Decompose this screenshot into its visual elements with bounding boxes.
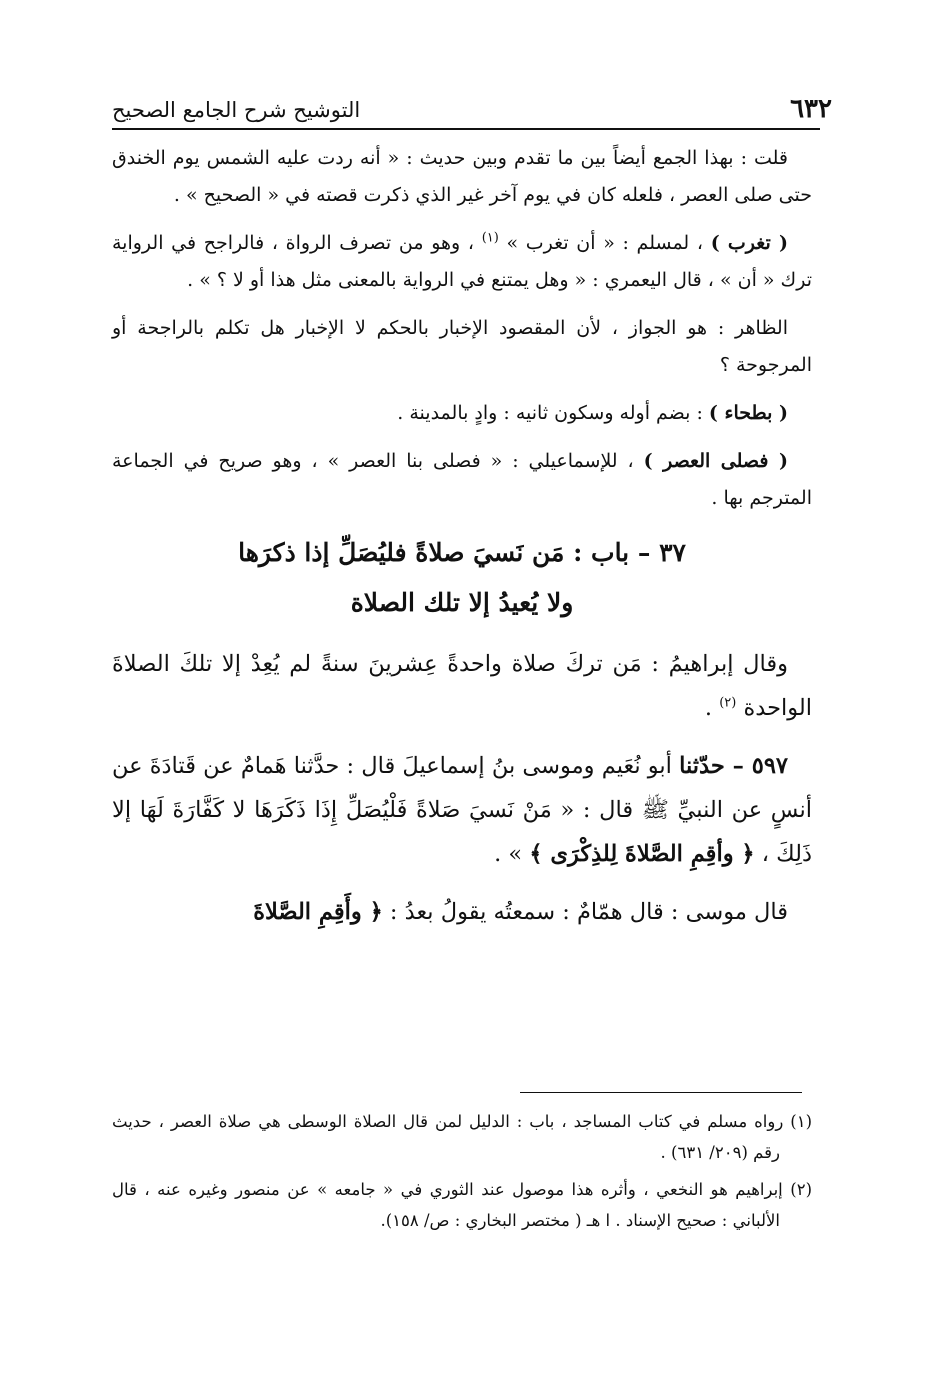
page-header	[112, 84, 832, 124]
paragraph-text: قلت : بهذا الجمع أيضاً بين ما تقدم وبين حديث : « أنه ردت عليه الشمس يوم الخندق حتى صلى العصر ، فلعله كان في يوم آخر غير الذي ذكرت قصته في « الصحيح » .	[112, 147, 812, 206]
chapter-heading-line-2: ولا يُعيدُ إلا تلك الصلاة	[350, 588, 574, 617]
footnote-1: (١) رواه مسلم في كتاب المساجد ، باب : الدليل لمن قال الصلاة الوسطى هي صلاة العصر ، حديث رقم (٢٠٩/ ٦٣١) .	[112, 1112, 812, 1162]
commentary-body	[112, 140, 812, 948]
quran-verse: ﴿ وأقِمِ الصَّلاةَ لِلذِكْرَى ﴾	[529, 841, 755, 867]
chapter-heading	[112, 528, 812, 628]
paragraph-taghrub	[112, 225, 812, 299]
lemma-taghrub: ( تغرب )	[710, 232, 788, 254]
lemma-fasalla: ( فصلى العصر )	[643, 450, 789, 472]
paragraph-ibrahim	[112, 642, 812, 730]
paragraph-text: ، لمسلم : « أن تغرب »	[506, 232, 704, 254]
paragraph-sun-return	[112, 140, 812, 214]
footnote-divider	[520, 1092, 802, 1093]
page-number: ٦٣٢	[790, 94, 832, 124]
paragraph-text: ، للإسماعيلي : « فصلى بنا العصر » ، وهو صريح في الجماعة المترجم بها .	[112, 450, 812, 509]
hadith-597	[112, 744, 812, 876]
running-title: التوشيح شرح الجامع الصحيح	[112, 98, 361, 122]
footnote-ref-2[interactable]: (٢)	[719, 695, 737, 711]
header-divider	[112, 128, 820, 130]
paragraph-text: ، وهو من تصرف الرواة ، فالراجح في الرواية ترك « أن » ، قال اليعمري : « وهل يمتنع في الرواية بالمعنى مثل هذا أو لا ؟ » .	[112, 232, 812, 291]
paragraph-end: .	[704, 695, 713, 721]
paragraph-text: الظاهر : هو الجواز ، لأن المقصود الإخبار بالحكم لا الإخبار هل تكلم بالراجحة أو المرجوحة ؟	[112, 317, 812, 376]
hadith-number: ٥٩٧ – حدّثنا	[679, 753, 788, 779]
lemma-bathaa: ( بطحاء )	[708, 402, 788, 424]
paragraph-bathaa	[112, 395, 812, 432]
footnote-ref-1[interactable]: (١)	[481, 230, 499, 246]
hadith-text: أبو نُعَيم وموسى بنُ إسماعيلَ قال : حدَّثنا هَمامٌ عن قَتادَةَ عن أنسٍ عن النبيِّ ﷺ قال : « مَنْ نَسيَ صَلاةً فَلْيُصَلِّ إِذَا ذَكَرَهَا لا كَفَّارَةَ لَهَا إلا ذَلِكَ ،	[112, 753, 812, 867]
hadith-end: » .	[494, 841, 523, 867]
paragraph-text: : بضم أوله وسكون ثانيه : وادٍ بالمدينة .	[397, 402, 703, 424]
quran-verse: ﴿ وأَقِمِ الصَّلاةَ	[253, 899, 383, 925]
paragraph-musa	[112, 890, 812, 934]
footnote-2: (٢) إبراهيم هو النخعي ، وأثره هذا موصول عند الثوري في « جامعه » عن منصور وغيره عنه ، قال الألباني : صحيح الإسناد . ا هـ ( مختصر البخاري : ص/ ١٥٨).	[112, 1180, 812, 1230]
paragraph-fasalla	[112, 443, 812, 517]
footnotes	[112, 1106, 812, 1242]
chapter-heading-line-1: ٣٧ – باب : مَن نَسيَ صلاةً فليُصَلِّ إذا ذكرَها	[238, 538, 686, 567]
paragraph-text: قال موسى : قال همّامٌ : سمعتُه يقولُ بعدُ :	[389, 899, 788, 925]
paragraph-zahir	[112, 310, 812, 384]
paragraph-text: وقال إبراهيمُ : مَن تركَ صلاة واحدةً عِشرينَ سنةً لم يُعِدْ إلا تلكَ الصلاةَ الواحدة	[112, 651, 812, 721]
